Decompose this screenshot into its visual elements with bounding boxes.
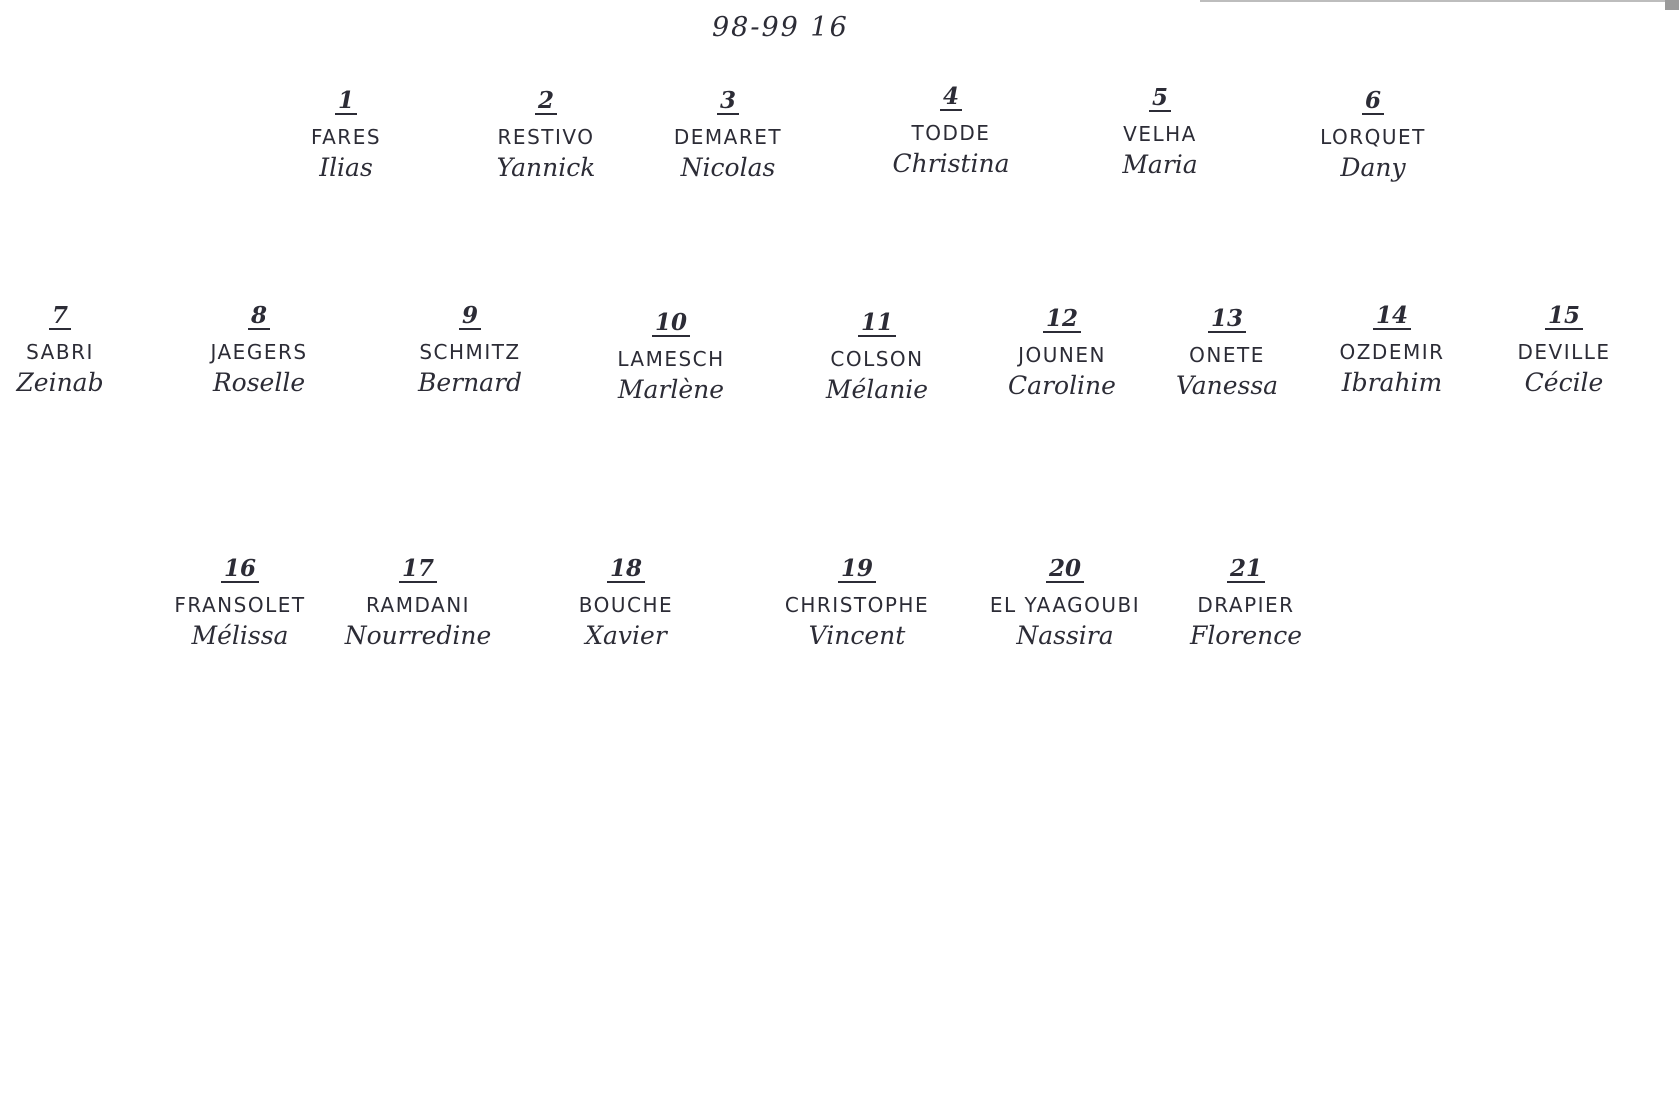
student-first-name: Roselle (212, 368, 306, 398)
student-last-name: FRANSOLET (174, 593, 306, 618)
student-first-name: Mélissa (191, 621, 289, 651)
seat-entry (174, 303, 344, 397)
student-first-name: Mélanie (825, 375, 929, 405)
seat-entry (866, 84, 1036, 178)
student-first-name: Vanessa (1175, 371, 1279, 401)
student-first-name: Nourredine (344, 621, 492, 651)
seat-number: 4 (940, 84, 962, 111)
student-last-name: RESTIVO (497, 125, 595, 150)
seat-number: 5 (1149, 85, 1171, 112)
student-first-name: Marlène (617, 375, 725, 405)
seat-entry (586, 310, 756, 404)
student-last-name: SABRI (26, 340, 94, 365)
student-last-name: DEMARET (673, 125, 783, 150)
seat-entry (0, 303, 145, 397)
seat-number: 8 (248, 303, 270, 330)
student-last-name: DEVILLE (1517, 340, 1611, 365)
student-first-name: Yannick (496, 153, 596, 183)
student-last-name: COLSON (830, 347, 924, 372)
sheet-code: 98-99 16 (712, 12, 849, 43)
seat-entry (772, 556, 942, 650)
student-first-name: Cécile (1524, 368, 1604, 398)
student-first-name: Nicolas (680, 153, 776, 183)
seat-number: 12 (1043, 306, 1081, 333)
student-last-name: OZDEMIR (1339, 340, 1445, 365)
student-last-name: DRAPIER (1197, 593, 1295, 618)
seat-number: 7 (49, 303, 71, 330)
seat-entry (792, 310, 962, 404)
seat-number: 16 (221, 556, 259, 583)
student-last-name: TODDE (911, 121, 991, 146)
seat-number: 21 (1227, 556, 1265, 583)
seat-entry (333, 556, 503, 650)
student-last-name: LORQUET (1320, 125, 1426, 150)
scan-edge-line (1200, 0, 1679, 2)
seat-number: 3 (717, 88, 739, 115)
student-last-name: VELHA (1123, 122, 1197, 147)
seat-number: 13 (1208, 306, 1246, 333)
student-last-name: ONETE (1189, 343, 1265, 368)
seat-number: 1 (335, 88, 357, 115)
student-first-name: Zeinab (16, 368, 104, 398)
student-last-name: RAMDANI (365, 593, 471, 618)
student-first-name: Florence (1189, 621, 1303, 651)
seat-entry (461, 88, 631, 182)
student-first-name: Christina (892, 149, 1010, 179)
student-first-name: Xavier (585, 621, 667, 651)
student-last-name: JAEGERS (210, 340, 308, 365)
student-first-name: Dany (1340, 153, 1406, 183)
student-last-name: CHRISTOPHE (784, 593, 930, 618)
student-first-name: Ilias (319, 153, 373, 183)
student-last-name: FARES (310, 125, 382, 150)
seat-entry (1161, 556, 1331, 650)
seat-entry (1288, 88, 1458, 182)
seat-entry (1479, 303, 1649, 397)
seat-number: 14 (1373, 303, 1411, 330)
seat-number: 15 (1545, 303, 1583, 330)
student-first-name: Ibrahim (1341, 368, 1443, 398)
seat-entry (1142, 306, 1312, 400)
seat-number: 18 (607, 556, 645, 583)
student-last-name: EL YAAGOUBI (989, 593, 1141, 618)
seat-entry (155, 556, 325, 650)
seat-number: 6 (1362, 88, 1384, 115)
student-first-name: Maria (1122, 150, 1198, 180)
seat-number: 9 (459, 303, 481, 330)
seat-number: 17 (399, 556, 437, 583)
student-first-name: Bernard (417, 368, 523, 398)
seat-entry (261, 88, 431, 182)
student-last-name: BOUCHE (578, 593, 674, 618)
student-first-name: Caroline (1008, 371, 1116, 401)
seat-entry (1307, 303, 1477, 397)
seat-number: 20 (1046, 556, 1084, 583)
seat-entry (977, 306, 1147, 400)
scan-edge-mark (1665, 0, 1679, 10)
seat-number: 11 (858, 310, 896, 337)
seat-entry (541, 556, 711, 650)
seat-entry (980, 556, 1150, 650)
seat-entry (643, 88, 813, 182)
seat-number: 10 (652, 310, 690, 337)
seat-number: 2 (535, 88, 557, 115)
student-first-name: Nassira (1016, 621, 1114, 651)
student-last-name: JOUNEN (1018, 343, 1106, 368)
seat-entry (385, 303, 555, 397)
student-last-name: SCHMITZ (419, 340, 521, 365)
student-last-name: LAMESCH (617, 347, 725, 372)
student-first-name: Vincent (808, 621, 906, 651)
seat-entry (1075, 85, 1245, 179)
seat-number: 19 (838, 556, 876, 583)
